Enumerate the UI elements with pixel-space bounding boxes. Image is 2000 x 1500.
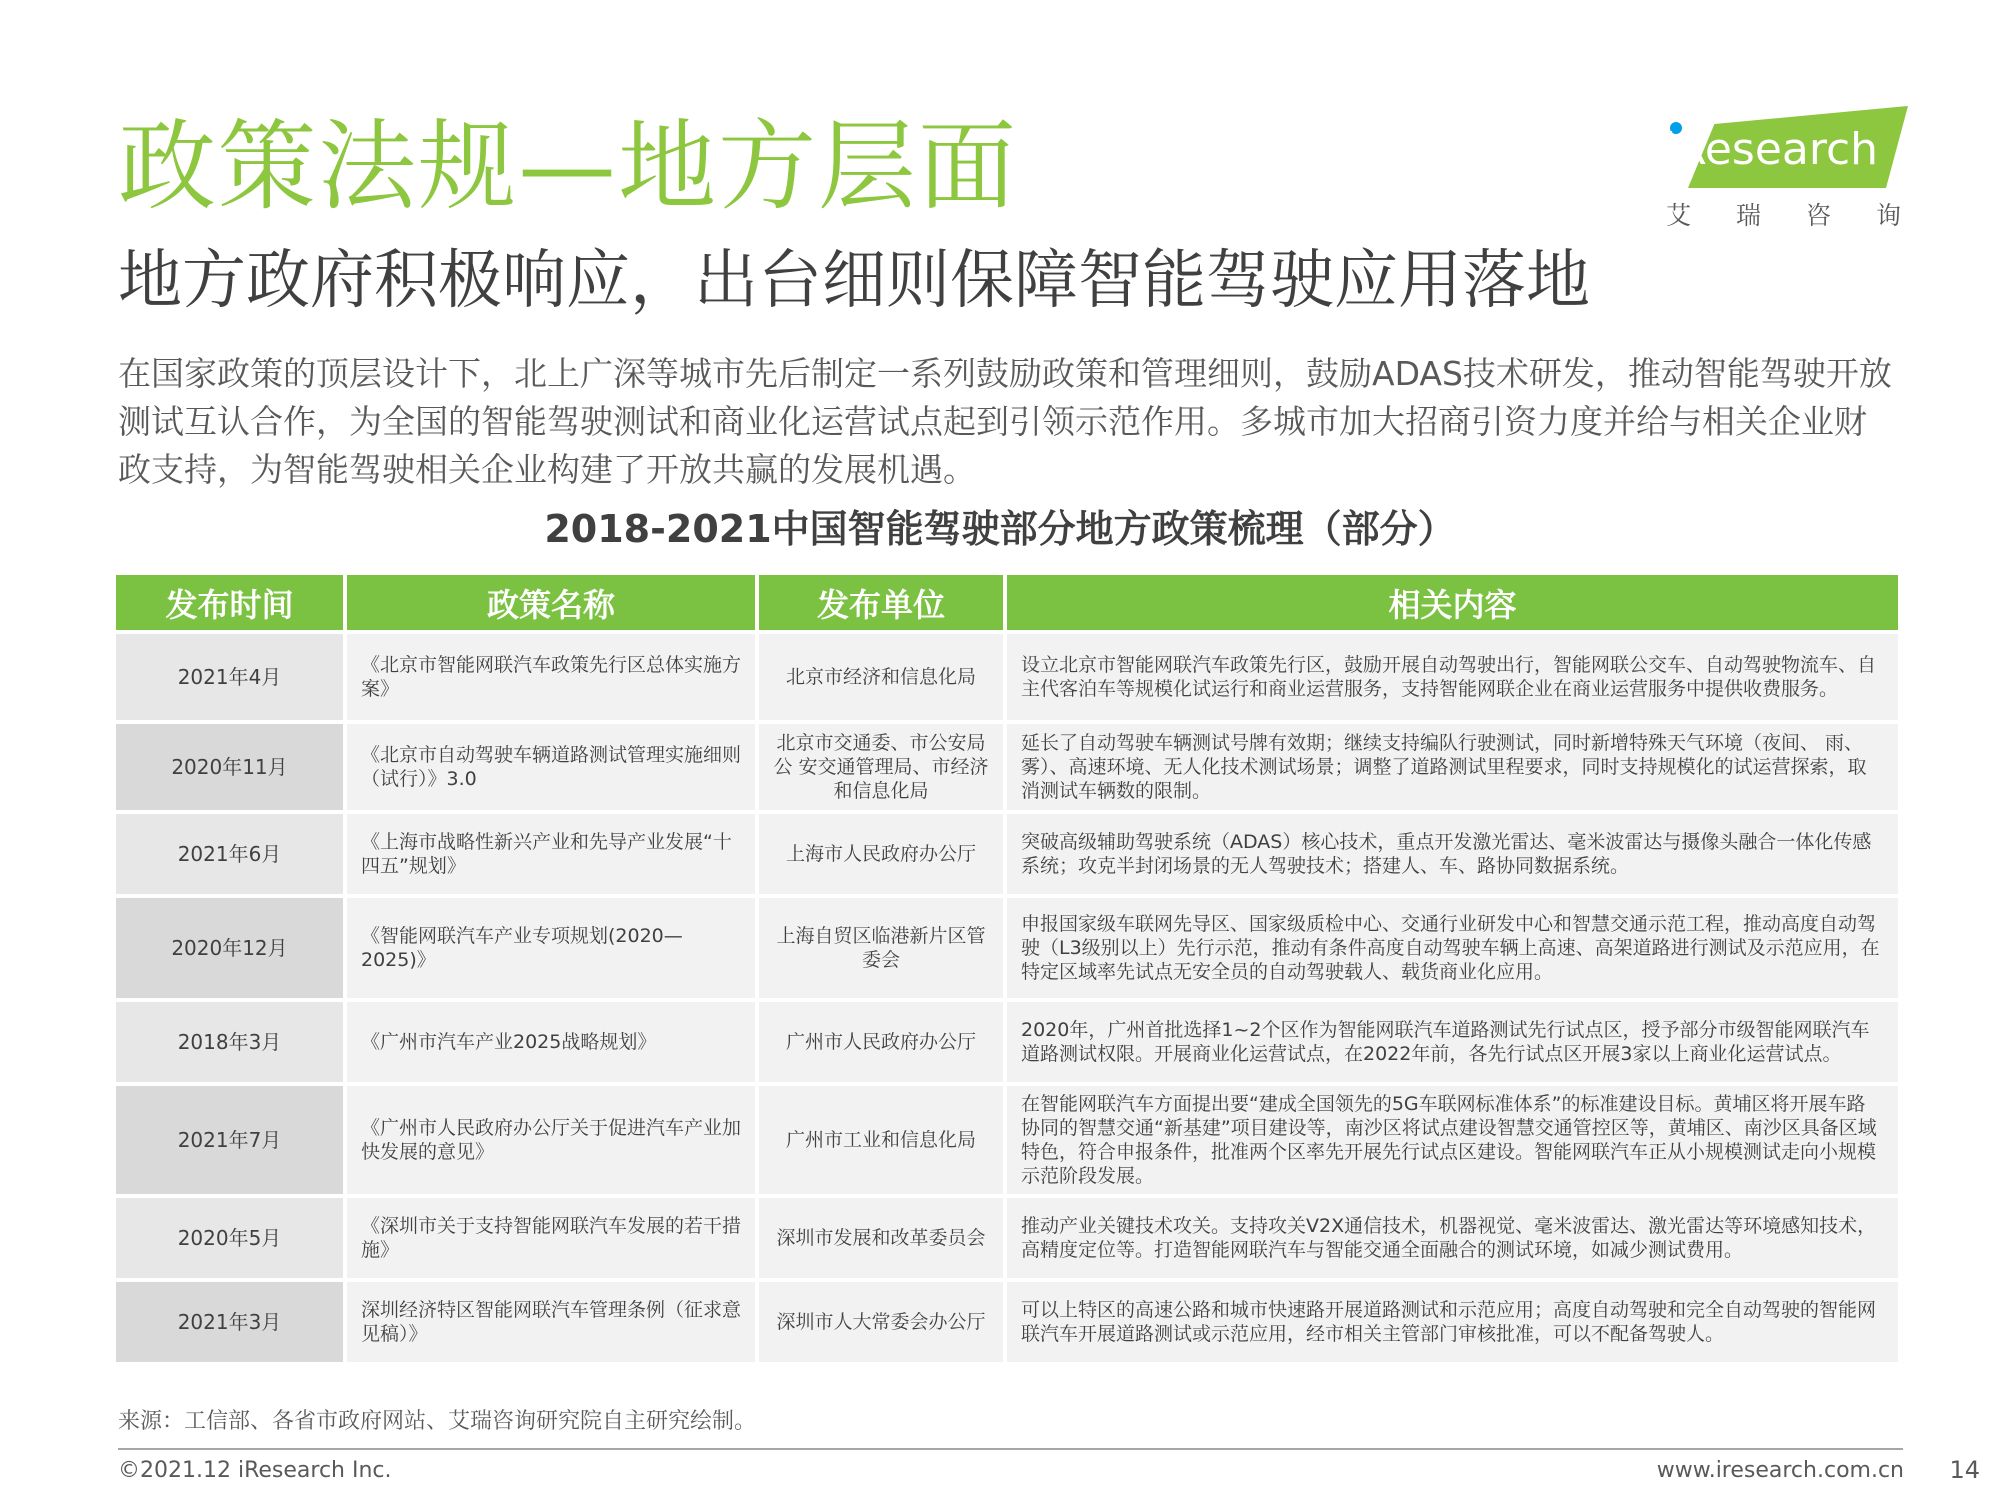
cell-content: 申报国家级车联网先导区、国家级质检中心、交通行业研发中心和智慧交通示范工程，推动高度自动驾驶（L3级别以上）先行示范，推动有条件高度自动驾驶车辆上高速、高架道路进行测试及示范应用，在特定区域率先试点无安全员的自动驾驶载人、载货商业化应用。 [1007, 898, 1898, 998]
cell-policy-name: 《北京市自动驾驶车辆道路测试管理实施细则（试行）》3.0 [347, 724, 755, 810]
cell-date: 2021年6月 [116, 814, 343, 894]
cell-policy-name: 《广州市人民政府办公厅关于促进汽车产业加快发展的意见》 [347, 1086, 755, 1194]
cell-issuer: 上海市人民政府办公厅 [759, 814, 1003, 894]
header-date: 发布时间 [116, 575, 343, 630]
cell-content: 在智能网联汽车方面提出要“建成全国领先的5G车联网标准体系”的标准建设目标。黄埔区将开展车路协同的智慧交通“新基建”项目建设等，南沙区将试点建设智慧交通管控区等，黄埔区、南沙区具备区域特色，符合申报条件，批准两个区率先开展先行试点区建设。智能网联汽车正从小规模测试走向小规模示范阶段发展。 [1007, 1086, 1898, 1194]
table-row [116, 1002, 1898, 1082]
cell-policy-name: 《北京市智能网联汽车政策先行区总体实施方案》 [347, 634, 755, 720]
website-link[interactable]: www.iresearch.com.cn [1656, 1458, 1904, 1483]
source-note: 来源：工信部、各省市政府网站、艾瑞咨询研究院自主研究绘制。 [118, 1409, 757, 1434]
footer-divider [118, 1448, 1903, 1450]
cell-date: 2020年11月 [116, 724, 343, 810]
cell-date: 2021年3月 [116, 1282, 343, 1362]
cell-policy-name: 《广州市汽车产业2025战略规划》 [347, 1002, 755, 1082]
cell-content: 2020年，广州首批选择1~2个区作为智能网联汽车道路测试先行试点区，授予部分市级智能网联汽车道路测试权限。开展商业化运营试点，在2022年前，各先行试点区开展3家以上商业化运营试点。 [1007, 1002, 1898, 1082]
cell-date: 2021年7月 [116, 1086, 343, 1194]
page-title: 政策法规—地方层面 [118, 110, 1019, 224]
cell-issuer: 广州市工业和信息化局 [759, 1086, 1003, 1194]
table-row [116, 814, 1898, 894]
cell-issuer: 北京市交通委、市公安局公 安交通管理局、市经济和信息化局 [759, 724, 1003, 810]
cell-policy-name: 《深圳市关于支持智能网联汽车发展的若干措施》 [347, 1198, 755, 1278]
header-policy-name: 政策名称 [347, 575, 755, 630]
cell-policy-name: 《上海市战略性新兴产业和先导产业发展“十四五”规划》 [347, 814, 755, 894]
cell-content: 设立北京市智能网联汽车政策先行区，鼓励开展自动驾驶出行，智能网联公交车、自动驾驶物流车、自主代客泊车等规模化试运行和商业运营服务，支持智能网联企业在商业运营服务中提供收费服务。 [1007, 634, 1898, 720]
cell-issuer: 深圳市人大常委会办公厅 [759, 1282, 1003, 1362]
cell-issuer: 深圳市发展和改革委员会 [759, 1198, 1003, 1278]
logo-cn-text: 艾瑞咨询 [1666, 201, 1947, 230]
page-number: 14 [1949, 1456, 1980, 1484]
cell-content: 推动产业关键技术攻关。支持攻关V2X通信技术，机器视觉、毫米波雷达、激光雷达等环境感知技术，高精度定位等。打造智能网联汽车与智能交通全面融合的测试环境，如减少测试费用。 [1007, 1198, 1898, 1278]
page-subtitle: 地方政府积极响应，出台细则保障智能驾驶应用落地 [118, 244, 1590, 318]
cell-date: 2018年3月 [116, 1002, 343, 1082]
cell-policy-name: 《智能网联汽车产业专项规划(2020—2025)》 [347, 898, 755, 998]
header-issuer: 发布单位 [759, 575, 1003, 630]
table-row [116, 898, 1898, 998]
table-row [116, 1198, 1898, 1278]
cell-date: 2020年12月 [116, 898, 343, 998]
cell-content: 可以上特区的高速公路和城市快速路开展道路测试和示范应用；高度自动驾驶和完全自动驾驶的智能网联汽车开展道路测试或示范应用，经市相关主管部门审核批准，可以不配备驾驶人。 [1007, 1282, 1898, 1362]
table-row [116, 724, 1898, 810]
cell-issuer: 广州市人民政府办公厅 [759, 1002, 1003, 1082]
cell-issuer: 北京市经济和信息化局 [759, 634, 1003, 720]
cell-date: 2021年4月 [116, 634, 343, 720]
header-content: 相关内容 [1007, 575, 1898, 630]
copyright: ©2021.12 iResearch Inc. [118, 1458, 392, 1483]
table-row [116, 1282, 1898, 1362]
policy-table [112, 571, 1902, 1366]
cell-policy-name: 深圳经济特区智能网联汽车管理条例（征求意见稿）》 [347, 1282, 755, 1362]
cell-content: 延长了自动驾驶车辆测试号牌有效期；继续支持编队行驶测试，同时新增特殊天气环境（夜间、 雨、雾）、高速环境、无人化技术测试场景；调整了道路测试里程要求，同时支持规模化的试运营探索，取消测试车辆数的限制。 [1007, 724, 1898, 810]
logo-brand-text: iResearch [1664, 124, 1879, 175]
table-row [116, 1086, 1898, 1194]
cell-issuer: 上海自贸区临港新片区管委会 [759, 898, 1003, 998]
iresearch-logo [1660, 106, 1947, 231]
table-row [116, 634, 1898, 720]
cell-date: 2020年5月 [116, 1198, 343, 1278]
intro-paragraph: 在国家政策的顶层设计下，北上广深等城市先后制定一系列鼓励政策和管理细则，鼓励ADAS技术研发，推动智能驾驶开放测试互认合作，为全国的智能驾驶测试和商业化运营试点起到引领示范作用。多城市加大招商引资力度并给与相关企业财政支持，为智能驾驶相关企业构建了开放共赢的发展机遇。 [118, 354, 1892, 489]
table-header-row [116, 575, 1898, 630]
cell-content: 突破高级辅助驾驶系统（ADAS）核心技术，重点开发激光雷达、毫米波雷达与摄像头融合一体化传感系统；攻克半封闭场景的无人驾驶技术；搭建人、车、路协同数据系统。 [1007, 814, 1898, 894]
table-title: 2018-2021中国智能驾驶部分地方政策梳理（部分） [544, 507, 1456, 551]
